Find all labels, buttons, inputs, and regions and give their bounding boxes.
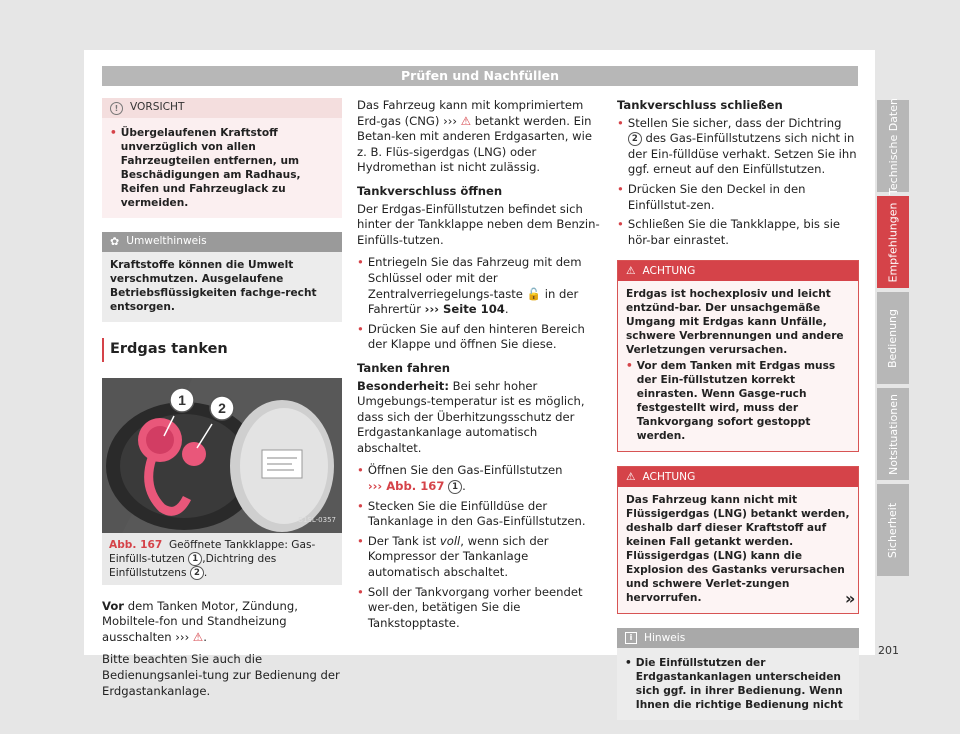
column-2 (357, 98, 601, 635)
caution-box: ! VORSICHT • Übergelaufenen Kraftstoff unverzüglich von allen Fahrzeugteilen entfernen, um Beschädigungen am Radhaus, Reifen und Fahrzeuglack zu vermeiden. (102, 98, 342, 218)
paragraph-before-refuel: Vor dem Tanken Motor, Zündung, Mobiltele-fon und Standheizung ausschalten ››› ⚠. (102, 598, 298, 644)
callout-2: 2 (190, 566, 204, 580)
warning-icon: ⚠ (460, 113, 472, 128)
figure-label-1: 1 (178, 391, 186, 408)
info-icon: i (625, 632, 637, 644)
tab-notsituationen[interactable]: Notsituationen (877, 388, 909, 480)
page-reference-link[interactable]: ››› Seite 104 (424, 302, 505, 317)
callout-1: 1 (188, 552, 202, 566)
tab-bedienung[interactable]: Bedienung (877, 292, 909, 384)
paragraph-manual-note: Bitte beachten Sie auch die Bedienungsanlei-tung zur Bedienung der Erdgastankanlage. (102, 652, 340, 698)
list-item: • Entriegeln Sie das Fahrzeug mit dem Schlüssel oder mit der Zentralverriegelungs-taste 🔓 in der Fahrertür ››› Seite 104. (357, 255, 582, 317)
lock-icon: 🔓 (526, 286, 542, 301)
section-title: Erdgas tanken (102, 338, 342, 362)
note-box: i Hinweis • Die Einfüllstutzen der Erdgastankanlagen unterscheiden sich ggf. in ihrer Bedienung. Wenn Ihnen die richtige Bedienung nicht (617, 628, 859, 720)
column-1 (102, 98, 342, 706)
list-item: • Der Tank ist voll, wenn sich der Kompressor der Tankanlage automatisch abschaltet. (357, 533, 549, 580)
paragraph-filler-location: Der Erdgas-Einfüllstutzen befindet sich hinter der Tankklappe neben dem Benzin-Einfülls-tutzen. (357, 201, 600, 247)
warning-icon: ⚠ (626, 470, 636, 483)
figure-label-2: 2 (218, 399, 226, 416)
env-title: Umwelthinweis (126, 235, 207, 248)
figure-reference-link[interactable]: ››› Abb. 167 (367, 479, 445, 494)
fuel-filler-illustration (102, 378, 342, 533)
figure-code: B1SL-0357 (298, 516, 336, 524)
warning-icon: ⚠ (626, 264, 636, 277)
warning-box-2: ⚠ ACHTUNG Das Fahrzeug kann nicht mit Flüssigerdgas (LNG) betankt werden, deshalb darf dieser Kraftstoff auf keinen Fall getankt werden. Flüssigerdgas (LNG) kann die Explosion des Gastanks verursachen und schwere Verlet-zungen hervorrufen. (617, 466, 859, 614)
heading-close-cap: Tankverschluss schließen (617, 98, 783, 112)
warning-box-1: ⚠ ACHTUNG Erdgas ist hochexplosiv und leicht entzünd-bar. Der unsachgemäße Umgang mit Erdgas kann Unfälle, schwere Verbrennungen und andere Verletzungen verursachen. • Vor dem Tanken mit Erdgas muss der Ein-füllstutzen korrekt einrasten. Wenn Gasge-ruch festgestellt wird, muss der Tankvorgang sofort gestoppt werden. (617, 260, 859, 452)
leaf-icon: ✿ (110, 235, 120, 249)
info-circle-icon: ! (110, 102, 123, 115)
page-number: 201 (878, 644, 899, 657)
intro-paragraph: Das Fahrzeug kann mit komprimiertem Erd-gas (CNG) ››› ⚠ betankt werden. Ein Betan-ken mit anderen Erdgasarten, wie z. B. Flüs-sigerdgas (LNG) oder Hydromethan ist nicht zulässig. (357, 98, 592, 175)
fuel-filler-figure (102, 378, 342, 533)
list-item: • Stecken Sie die Einfülldüse der Tankanlage in den Gas-Einfüllstutzen. (357, 498, 586, 529)
list-item: • Schließen Sie die Tankklappe, bis sie hör-bar einrastet. (617, 217, 841, 247)
callout-2: 2 (628, 132, 642, 146)
paragraph-special-note: Besonderheit: Bei sehr hoher Umgebungs-temperatur ist es möglich, dass sich der Überhitzungsschutz der Erdgastankanlage automatisch abschaltet. (357, 378, 585, 455)
page-header: Prüfen und Nachfüllen (102, 66, 858, 86)
continued-arrow: » (845, 589, 856, 608)
heading-open-cap: Tankverschluss öffnen (357, 183, 503, 198)
tab-empfehlungen[interactable]: Empfehlungen (877, 196, 909, 288)
env-text: Kraftstoffe können die Umwelt verschmutzen. Ausgelaufene Betriebsflüssigkeiten fachge-recht entsorgen. (102, 252, 342, 322)
list-item: • Drücken Sie auf den hinteren Bereich der Klappe und öffnen Sie diese. (357, 321, 585, 352)
list-item: • Drücken Sie den Deckel in den Einfüllstut-zen. (617, 181, 806, 212)
list-item: • Öffnen Sie den Gas-Einfüllstutzen ››› Abb. 167 1 . (357, 463, 563, 494)
callout-1: 1 (448, 480, 462, 494)
heading-refuel: Tanken fahren (357, 360, 450, 375)
tab-technische-daten[interactable]: Technische Daten (877, 100, 909, 192)
list-item: • Soll der Tankvorgang vorher beendet wer-den, betätigen Sie die Tankstopptaste. (357, 584, 583, 630)
caution-text: Übergelaufenen Kraftstoff unverzüglich von allen Fahrzeugteilen entfernen, um Beschädigungen am Radhaus, Reifen und Fahrzeuglack zu vermeiden. (120, 127, 301, 209)
caution-title: VORSICHT (130, 101, 185, 114)
column-3 (617, 98, 859, 734)
list-item: • Stellen Sie sicher, dass der Dichtring 2 des Gas-Einfüllstutzens sich nicht in der Ein-fülldüse verhakt. Setzen Sie ihn ggf. erneut auf den Einfüllstutzen. (617, 115, 857, 177)
figure-caption: Abb. 167 Geöffnete Tankklappe: Gas-Einfülls-tutzen 1 ,Dichtring des Einfüllstutzens 2 . (102, 533, 342, 585)
environment-note-box (102, 232, 342, 322)
figure-number: Abb. 167 (109, 538, 163, 551)
tab-sicherheit[interactable]: Sicherheit (877, 484, 909, 576)
warning-icon: ⚠ (192, 629, 204, 644)
